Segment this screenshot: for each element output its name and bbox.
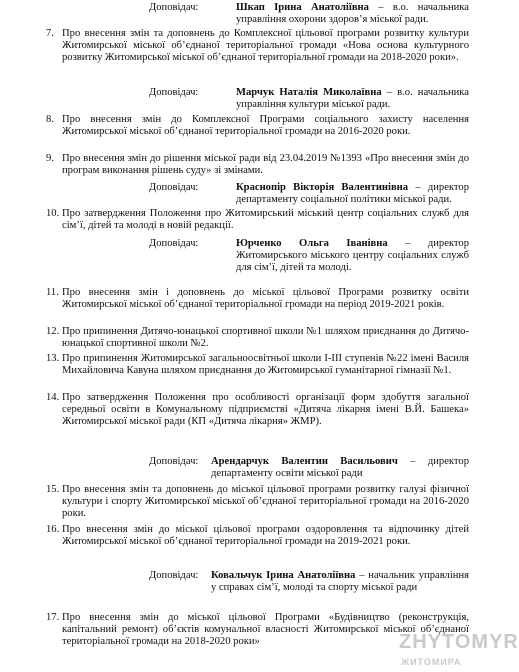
speaker-label: Доповідач: (149, 570, 199, 581)
item-number: 16. (46, 524, 60, 535)
item-number: 11. (46, 287, 59, 298)
item-text: Про внесення змін до міської цільової Програми «Будівництво (реконструкція, капітальний ремонт) об’єктів комунальної власності Житомирської міської об’єднаної територіальної громади на 2018-2020 роки» (62, 612, 469, 648)
speaker-role: – в.о. начальника управління культури міської ради. (236, 87, 469, 111)
speaker-name: Ковальчук Ірина Анатоліївна (211, 570, 356, 581)
speaker-text (236, 238, 469, 275)
item-text: Про припинення Дитячо-юнацької спортивної школи №1 шляхом приєднання до Дитячо-юнацької спортивної школи №2. (62, 326, 469, 350)
item-text: Про внесення змін до міської цільової програми оздоровлення та відпочинку дітей Житомирської міської об’єднаної територіальної громади на 2019-2021 роки. (62, 524, 469, 548)
speaker-role: – начальник управління у справах сім’ї, молоді та спорту міської ради (211, 570, 469, 594)
item-text: Про внесення змін до рішення міської ради від 23.04.2019 №1393 «Про внесення змін до програм виконання рішень суду» зі змінами. (62, 153, 469, 177)
watermark-logo (389, 631, 519, 668)
item-text: Про припинення Житомирської загальноосвітньої школи І-ІІІ ступенів №22 імені Василя Михайловича Кавуна шляхом приєднання до Житомирської гуманітарної гімназії №1. (62, 353, 469, 377)
speaker-name: Марчук Наталія Миколаївна (236, 87, 382, 98)
item-number: 17. (46, 612, 60, 623)
item-text: Про внесення змін та доповнень до Комплексної цільової програми розвитку культури Житомирської міської об’єднаної територіальної громади «Нова основа культурного розвитку Житомирської міської об’єднаної територіальної громади на 2018-2020 роки». (62, 28, 469, 64)
watermark-line2: ЖИТОМИРА (401, 657, 462, 667)
agenda-item (46, 287, 469, 311)
agenda-item (46, 326, 469, 350)
speaker-role: – директор департаменту освіти міської ради (211, 456, 469, 480)
speaker-name: Арендарчук Валентин Васильович (211, 456, 398, 467)
agenda-item (46, 524, 469, 548)
item-number: 8. (46, 114, 54, 125)
agenda-item (46, 353, 469, 377)
speaker-name: Шкап Ірина Анатоліївна (236, 2, 369, 13)
speaker-label: Доповідач: (149, 182, 199, 193)
watermark-line1: ZHYTOMYR (399, 631, 519, 653)
item-text: Про внесення змін до Комплексної Програми соціального захисту населення Житомирської міської об’єднаної територіальної громади на 2016-2020 роки. (62, 114, 469, 138)
speaker-text (236, 182, 469, 206)
speaker-text (211, 456, 469, 480)
item-number: 7. (46, 28, 54, 39)
speaker-label: Доповідач: (149, 456, 199, 467)
item-text: Про затвердження Положення про особливості організації форм здобуття загальної середньої освіти в Комунальному підприємстві «Дитяча лікарня імені В.Й. Башека» Житомирської міської ради (КП «Дитяча лікарня» ЖМР). (62, 392, 469, 428)
agenda-item (46, 484, 469, 521)
item-number: 9. (46, 153, 54, 164)
item-number: 15. (46, 484, 60, 495)
speaker-name: Краснопір Вікторія Валентинівна (236, 182, 409, 193)
speaker-label: Доповідач: (149, 2, 199, 13)
speaker-label: Доповідач: (149, 238, 199, 249)
item-number: 12. (46, 326, 60, 337)
item-text: Про внесення змін і доповнень до міської цільової Програми розвитку освіти Житомирської міської об’єднаної територіальної громади на період 2019-2021 років. (62, 287, 469, 311)
speaker-text (211, 570, 469, 594)
speaker-name: Юрченко Ольга Іванівна (236, 238, 388, 249)
item-number: 14. (46, 392, 60, 403)
speaker-label: Доповідач: (149, 87, 199, 98)
agenda-item (46, 208, 469, 232)
speaker-role: – директор Житомирського міського центру соціальних служб для сім’ї, дітей та молоді. (236, 238, 469, 274)
item-number: 10. (46, 208, 60, 219)
agenda-item (46, 392, 469, 429)
agenda-item (46, 28, 469, 65)
item-number: 13. (46, 353, 60, 364)
agenda-item (46, 153, 469, 177)
speaker-role: – директор департаменту соціальної політики міської ради. (236, 182, 469, 206)
agenda-item (46, 114, 469, 138)
speaker-role: – в.о. начальника управління охорони здоров’я міської ради. (236, 2, 469, 26)
item-text: Про затвердження Положення про Житомирський міський центр соціальних служб для сім’ї, дітей та молоді в новій редакції. (62, 208, 469, 232)
speaker-text (236, 2, 469, 26)
item-text: Про внесення змін та доповнень до міської цільової програми розвитку галузі фізичної культури і спорту Житомирської міської об’єднаної територіальної громади на 2016-2020 роки. (62, 484, 469, 520)
speaker-text (236, 87, 469, 111)
